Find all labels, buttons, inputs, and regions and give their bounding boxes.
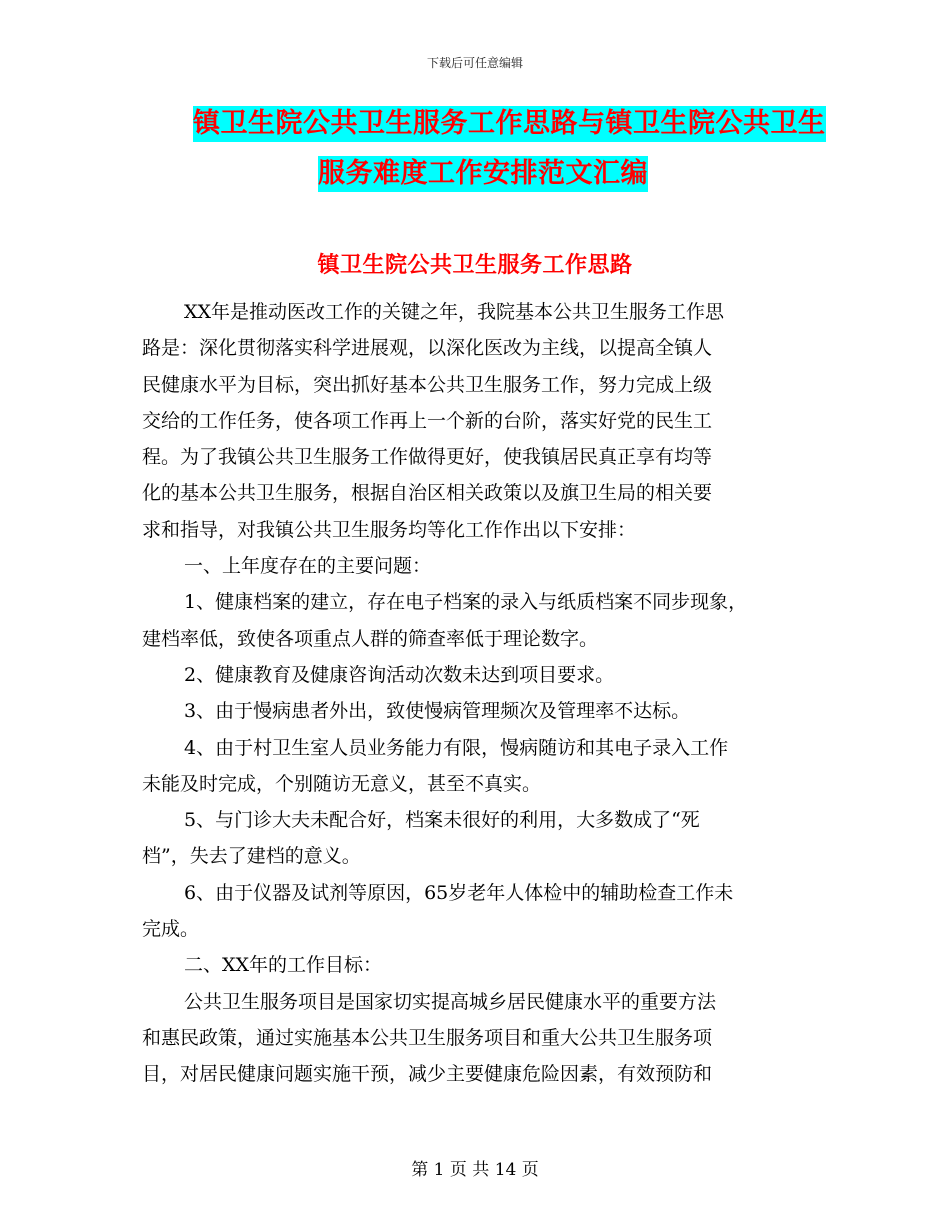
body-line: 路是：深化贯彻落实科学进展观，以深化医改为主线，以提高全镇人 [142,337,713,360]
section-subtitle: 镇卫生院公共卫生服务工作思路 [317,253,633,278]
body-line: 求和指导，对我镇公共卫生服务均等化工作作出以下安排： [142,518,637,541]
body-line: 建档率低，致使各项重点人群的筛查率低于理论数字。 [142,627,599,650]
body-line: 公共卫生服务项目是国家切实提高城乡居民健康水平的重要方法 [184,990,717,1013]
body-line: 4、由于村卫生室人员业务能力有限，慢病随访和其电子录入工作 [184,736,729,759]
page-footer: 第 1 页 共 14 页 [411,1160,539,1180]
body-line: 程。为了我镇公共卫生服务工作做得更好，使我镇居民真正享有均等 [142,446,713,469]
body-text [142,294,812,1093]
body-line: 6、由于仪器及试剂等原因，65岁老年人体检中的辅助检查工作未 [184,881,734,904]
body-line: 化的基本公共卫生服务，根据自治区相关政策以及旗卫生局的相关要 [142,482,713,505]
body-line: 3、由于慢病患者外出，致使慢病管理频次及管理率不达标。 [184,700,691,723]
section-heading: 二、XX年的工作目标： [184,954,383,977]
body-line: 档”，失去了建档的意义。 [142,845,361,868]
body-line: 未能及时完成，个别随访无意义，甚至不真实。 [142,772,542,795]
body-line: 交给的工作任务，使各项工作再上一个新的台阶，落实好党的民生工 [142,409,713,432]
section-heading: 一、上年度存在的主要问题： [184,555,432,578]
page-header-note: 下载后可任意编辑 [426,56,523,70]
body-line: 民健康水平为目标，突出抓好基本公共卫生服务工作，努力完成上级 [142,373,713,396]
body-line: XX年是推动医改工作的关键之年，我院基本公共卫生服务工作思 [184,301,725,323]
title-line-1: 镇卫生院公共卫生服务工作思路与镇卫生院公共卫生 [193,106,826,142]
body-line: 5、与门诊大夫未配合好，档案未很好的利用，大多数成了“死 [184,809,700,832]
body-line: 目，对居民健康问题实施干预，减少主要健康危险因素，有效预防和 [142,1063,713,1086]
body-line: 和惠民政策，通过实施基本公共卫生服务项目和重大公共卫生服务项 [142,1026,713,1049]
body-line: 2、健康教育及健康咨询活动次数未达到项目要求。 [184,663,615,686]
body-line: 1、健康档案的建立，存在电子档案的录入与纸质档案不同步现象， [184,591,748,614]
body-line: 完成。 [142,918,200,941]
title-line-2: 服务难度工作安排范文汇编 [318,156,648,192]
